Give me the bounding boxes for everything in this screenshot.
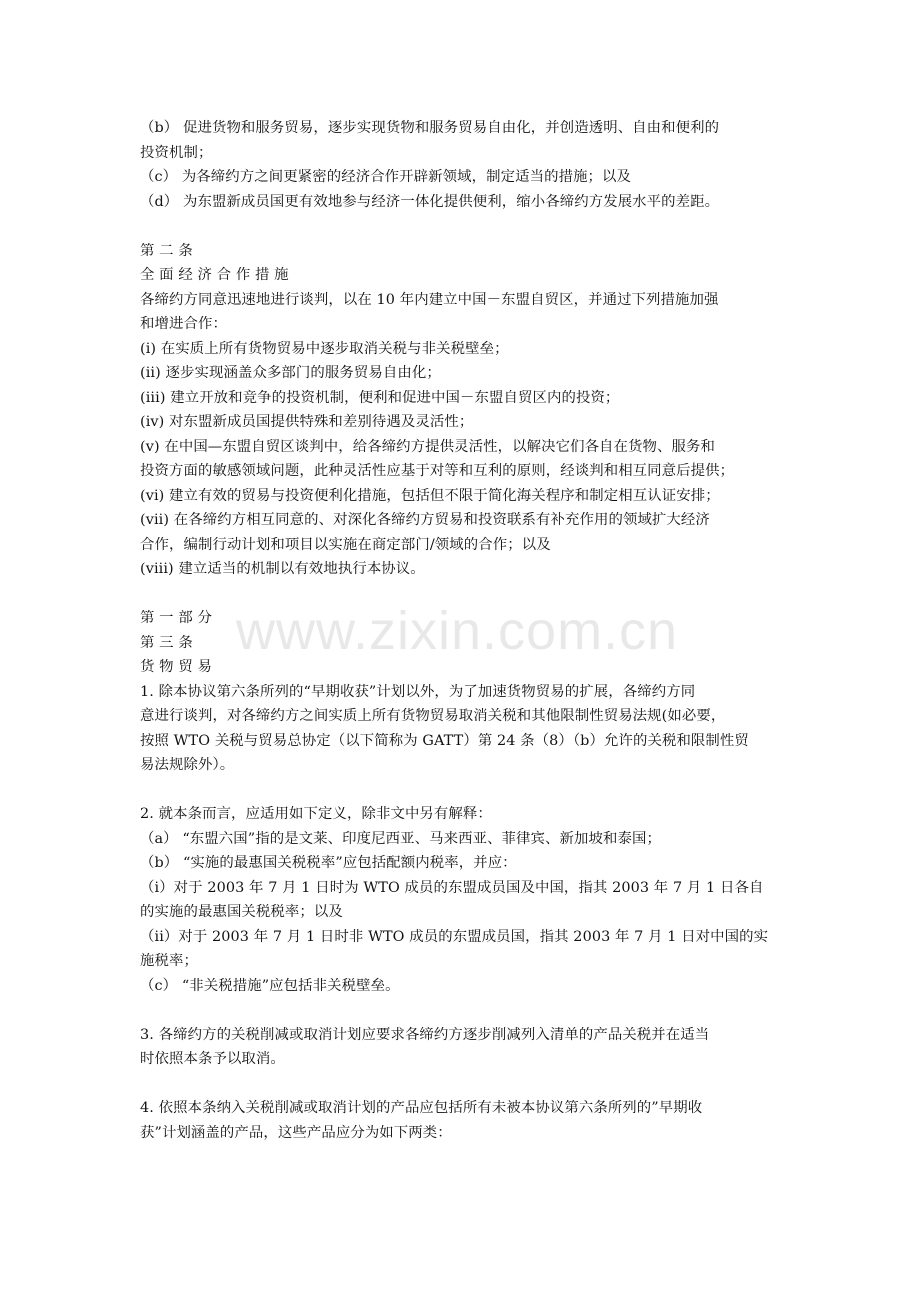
- spacer: [140, 214, 790, 239]
- list-item: （c） “非关税措施”应包括非关税壁垒。: [140, 977, 400, 994]
- paragraph-line: 4. 依照本条纳入关税削减或取消计划的产品应包括所有未被本协议第六条所列的”早期收: [140, 1100, 703, 1116]
- paragraph-line: 3. 各缔约方的关税削减或取消计划应要求各缔约方逐步削减列入清单的产品关税并在适当: [140, 1026, 710, 1043]
- objectives-list: [140, 116, 790, 214]
- paragraph-line: 时依照本条予以取消。: [140, 1051, 285, 1067]
- article-title: 货 物 贸 易: [140, 659, 212, 675]
- paragraph-line: 的实施的最惠国关税税率；以及: [140, 904, 343, 920]
- paragraph-3: [140, 1023, 790, 1072]
- paragraph-line: 和增进合作：: [140, 316, 227, 332]
- article-2: [140, 239, 790, 582]
- list-item: (iii) 建立开放和竞争的投资机制，便利和促进中国－东盟自贸区内的投资；: [140, 389, 620, 406]
- paragraph-line: 1. 除本协议第六条所列的“早期收获”计划以外，为了加速货物贸易的扩展，各缔约方同: [140, 683, 696, 700]
- paragraph-line: 合作，编制行动计划和项目以实施在商定部门/领域的合作；以及: [140, 536, 551, 553]
- spacer: [140, 778, 790, 803]
- list-item: (viii) 建立适当的机制以有效地执行本协议。: [140, 561, 425, 577]
- list-item: （ii）对于 2003 年 7 月 1 日时非 WTO 成员的东盟成员国，指其 2003 年 7 月 1 日对中国的实: [140, 928, 769, 945]
- paragraph-line: 获”计划涵盖的产品，这些产品应分为如下两类：: [140, 1124, 452, 1141]
- list-item: (v) 在中国—东盟自贸区谈判中，给各缔约方提供灵活性，以解决它们各自在货物、服务和: [140, 438, 715, 455]
- paragraph-line: （b） 促进货物和服务贸易，逐步实现货物和服务贸易自由化，并创造透明、自由和便利的: [140, 120, 720, 136]
- list-item: （a） “东盟六国”指的是文莱、印度尼西亚、马来西亚、菲律宾、新加坡和泰国；: [140, 830, 661, 847]
- list-item: (vii) 在各缔约方相互同意的、对深化各缔约方贸易和投资联系有补充作用的领域扩大经济: [140, 512, 710, 528]
- paragraph-line: 投资方面的敏感领域问题，此种灵活性应基于对等和互利的原则，经谈判和相互同意后提供；: [140, 463, 735, 479]
- paragraph-line: 意进行谈判，对各缔约方之间实质上所有货物贸易取消关税和其他限制性贸易法规(如必要，: [140, 708, 726, 724]
- list-item: (i) 在实质上所有货物贸易中逐步取消关税与非关税壁垒；: [140, 340, 509, 357]
- definitions: [140, 802, 790, 998]
- watermark: www.zixin.com.cn: [236, 601, 679, 661]
- paragraph-4: [140, 1096, 790, 1145]
- spacer: [140, 1072, 790, 1097]
- list-item: (vi) 建立有效的贸易与投资便利化措施，包括但不限于简化海关程序和制定相互认证安排；: [140, 487, 720, 504]
- list-item: (ii) 逐步实现涵盖众多部门的服务贸易自由化；: [140, 365, 441, 381]
- paragraph-line: 各缔约方同意迅速地进行谈判，以在 10 年内建立中国－东盟自贸区，并通过下列措施加强: [140, 291, 719, 308]
- paragraph-line: 2. 就本条而言，应适用如下定义，除非文中另有解释：: [140, 806, 492, 822]
- paragraph-line: 易法规除外）。: [140, 757, 235, 773]
- paragraph-line: 施税率；: [140, 953, 198, 969]
- paragraph-line: （d） 为东盟新成员国更有效地参与经济一体化提供便利，缩小各缔约方发展水平的差距。: [140, 193, 720, 210]
- list-item: （b） “实施的最惠国关税税率”应包括配额内税率，并应：: [140, 855, 517, 871]
- article-heading: 第 二 条: [140, 242, 193, 259]
- spacer: [140, 582, 790, 607]
- article-title: 全 面 经 济 合 作 措 施: [140, 267, 289, 283]
- paragraph-line: 投资机制；: [140, 144, 213, 161]
- article-heading: 第 三 条: [140, 634, 193, 651]
- paragraph-line: （c） 为各缔约方之间更紧密的经济合作开辟新领域，制定适当的措施；以及: [140, 169, 632, 185]
- paragraph-line: 按照 WTO 关税与贸易总协定（以下简称为 GATT）第 24 条（8）（b）允许的关税和限制性贸: [140, 732, 749, 749]
- list-item: (iv) 对东盟新成员国提供特殊和差别待遇及灵活性；: [140, 414, 474, 430]
- spacer: [140, 998, 790, 1023]
- document-body: [140, 116, 790, 1145]
- part-heading: 第 一 部 分: [140, 610, 212, 626]
- part-1: [140, 606, 790, 778]
- list-item: （i）对于 2003 年 7 月 1 日时为 WTO 成员的东盟成员国及中国，指其 2003 年 7 月 1 日各自: [140, 879, 764, 896]
